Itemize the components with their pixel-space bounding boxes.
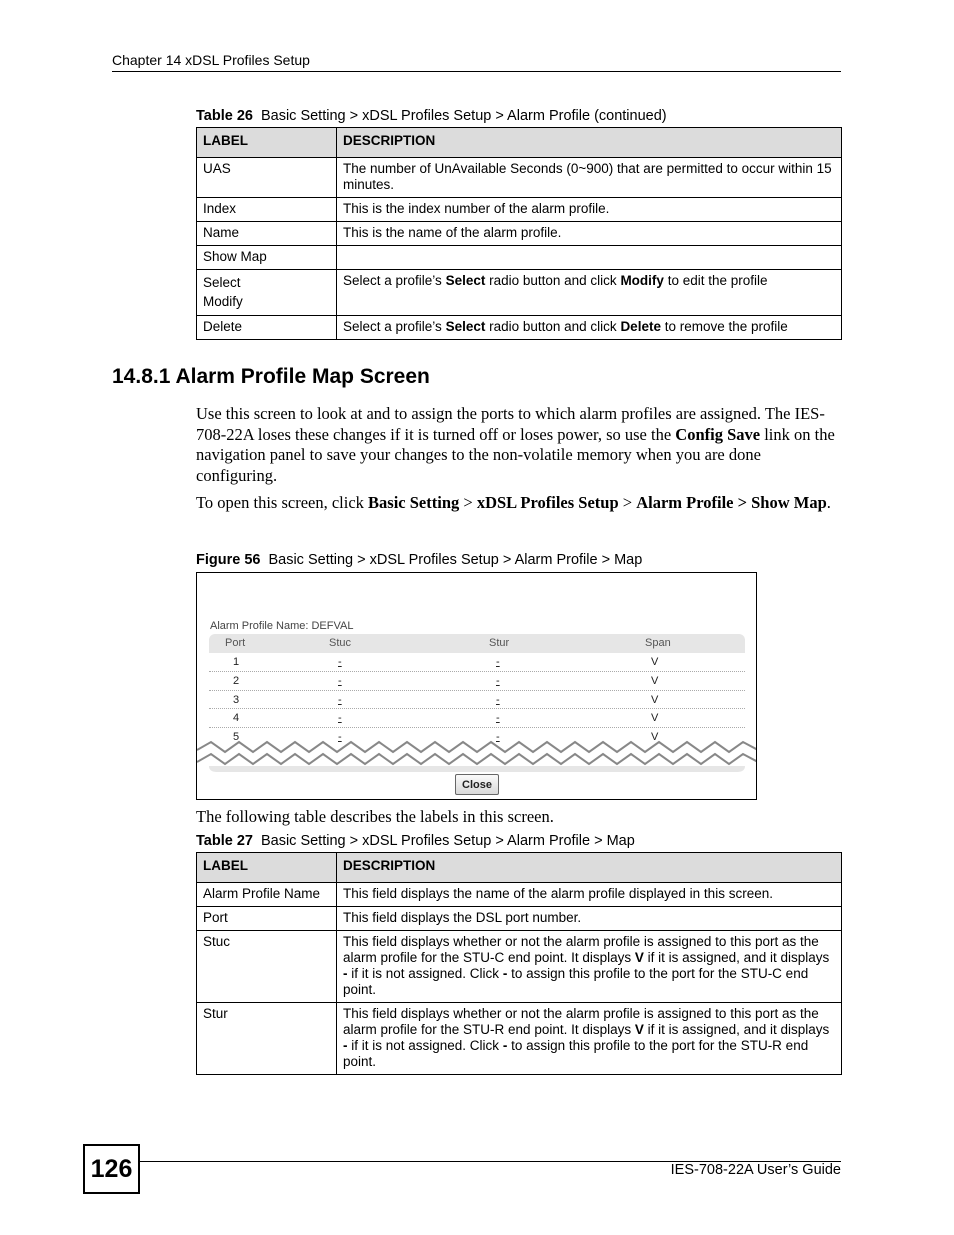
figure56-caption-number: Figure 56 bbox=[196, 552, 261, 568]
stur-assign-link[interactable]: - bbox=[496, 693, 500, 706]
stur-assign-link[interactable]: - bbox=[496, 731, 500, 744]
para-text: Use this screen to look at and to assign the ports to which alarm profiles are assigned. The IES-708-22A loses these changes if it is turned off or loses power, so use the bbox=[196, 404, 825, 444]
row-description: This is the index number of the alarm profile. bbox=[337, 198, 842, 222]
para-bold: Config Save bbox=[675, 424, 761, 444]
stur-assign-link[interactable]: - bbox=[496, 674, 500, 687]
para-text: . bbox=[826, 493, 831, 512]
desc-bold: - bbox=[343, 1038, 348, 1053]
figure56-caption-text: Basic Setting > xDSL Profiles Setup > Alarm Profile > Map bbox=[268, 552, 643, 568]
figure56-screenshot bbox=[196, 572, 757, 800]
port-number: 1 bbox=[233, 656, 240, 668]
section-title: 14.8.1 Alarm Profile Map Screen bbox=[112, 365, 430, 388]
port-row bbox=[209, 709, 745, 728]
figure56-caption bbox=[196, 552, 642, 568]
para-bold: xDSL Profiles Setup bbox=[476, 493, 619, 512]
table-row bbox=[197, 198, 842, 222]
running-header: Chapter 14 xDSL Profiles Setup bbox=[112, 52, 310, 68]
row-label: Name bbox=[197, 222, 337, 246]
table26-header-description: DESCRIPTION bbox=[337, 128, 842, 158]
row-description bbox=[337, 246, 842, 270]
row-description bbox=[337, 1003, 842, 1075]
stur-assign-link[interactable]: - bbox=[496, 712, 500, 725]
row-label: UAS bbox=[197, 158, 337, 198]
stuc-assign-link[interactable]: - bbox=[338, 731, 342, 744]
port-map-grid bbox=[209, 634, 745, 747]
alarm-profile-name-label: Alarm Profile Name: bbox=[210, 620, 309, 632]
para-text: > bbox=[459, 493, 477, 512]
table-row bbox=[197, 1003, 842, 1075]
column-stur: Stur bbox=[489, 637, 510, 649]
open-instructions-paragraph bbox=[196, 493, 842, 514]
row-label: Stuc bbox=[197, 931, 337, 1003]
desc-text: This field displays whether or not the alarm profile is assigned to this port as the alarm profile for the STU-C end point. It displays bbox=[343, 934, 819, 965]
span-value: V bbox=[651, 712, 659, 725]
table-row bbox=[197, 246, 842, 270]
desc-text: to assign this profile to the port for the STU-C end point. bbox=[343, 966, 809, 997]
desc-text: to assign this profile to the port for the STU-R end point. bbox=[343, 1038, 809, 1069]
alarm-profile-name-value: DEFVAL bbox=[311, 620, 354, 632]
desc-text: radio button and click bbox=[485, 273, 621, 288]
span-value: V bbox=[651, 674, 659, 687]
alarm-profile-name-field bbox=[210, 620, 353, 632]
header-rule bbox=[112, 71, 841, 72]
desc-bold: - bbox=[502, 966, 508, 981]
table-row bbox=[197, 316, 842, 340]
row-label: Port bbox=[197, 907, 337, 931]
port-map-header bbox=[209, 634, 745, 653]
port-number: 3 bbox=[233, 693, 240, 706]
row-label-line1: Select bbox=[203, 275, 241, 290]
para-bold: Alarm Profile > Show Map bbox=[636, 493, 827, 512]
column-stuc: Stuc bbox=[329, 637, 352, 649]
desc-bold: Select bbox=[445, 273, 486, 288]
span-value: V bbox=[651, 656, 659, 668]
port-row bbox=[209, 672, 745, 691]
row-label: Delete bbox=[197, 316, 337, 340]
desc-text: to remove the profile bbox=[660, 319, 788, 334]
row-label: Stur bbox=[197, 1003, 337, 1075]
torn-edge-break bbox=[197, 738, 757, 778]
port-number: 2 bbox=[233, 674, 240, 687]
desc-bold: - bbox=[502, 1038, 508, 1053]
row-description: The number of UnAvailable Seconds (0~900) that are permitted to occur within 15 minutes. bbox=[337, 158, 842, 198]
stuc-assign-link[interactable]: - bbox=[338, 674, 342, 687]
column-port: Port bbox=[225, 637, 246, 649]
table27-header-description: DESCRIPTION bbox=[337, 853, 842, 883]
port-row bbox=[209, 653, 745, 672]
para-bold: Basic Setting bbox=[368, 493, 460, 512]
table27-caption bbox=[196, 833, 635, 849]
row-description bbox=[337, 270, 842, 316]
table27-caption-text: Basic Setting > xDSL Profiles Setup > Alarm Profile > Map bbox=[260, 833, 635, 849]
para-text: link on the navigation panel to save your changes to the non-volatile memory when you are done configuring. bbox=[196, 424, 835, 485]
row-label: Alarm Profile Name bbox=[197, 883, 337, 907]
table27 bbox=[196, 852, 842, 1075]
following-table-note: The following table describes the labels in this screen. bbox=[196, 807, 554, 826]
row-description: This field displays the name of the alarm profile displayed in this screen. bbox=[337, 883, 842, 907]
port-number: 4 bbox=[233, 712, 240, 725]
table27-header-label: LABEL bbox=[197, 853, 337, 883]
desc-text: if it is not assigned. Click bbox=[347, 966, 503, 981]
row-label: Index bbox=[197, 198, 337, 222]
table-row bbox=[197, 158, 842, 198]
table26-header-row bbox=[197, 128, 842, 158]
desc-bold: Modify bbox=[620, 273, 664, 288]
row-description bbox=[337, 931, 842, 1003]
desc-text: radio button and click bbox=[485, 319, 621, 334]
table-row bbox=[197, 907, 842, 931]
table26-header-label: LABEL bbox=[197, 128, 337, 158]
para-text: To open this screen, click bbox=[196, 493, 369, 512]
table-row bbox=[197, 270, 842, 316]
desc-text: if it is assigned, and it displays bbox=[643, 950, 830, 965]
stur-assign-link[interactable]: - bbox=[496, 656, 500, 668]
desc-bold: Select bbox=[445, 319, 486, 334]
column-span: Span bbox=[645, 637, 671, 649]
desc-bold: V bbox=[634, 950, 644, 965]
table-row bbox=[197, 883, 842, 907]
desc-text: This field displays whether or not the alarm profile is assigned to this port as the alarm profile for the STU-R end point. It displays bbox=[343, 1006, 819, 1037]
desc-text: Select a profile’s bbox=[343, 319, 446, 334]
desc-text: if it is not assigned. Click bbox=[347, 1038, 503, 1053]
table26 bbox=[196, 127, 842, 340]
row-description: This is the name of the alarm profile. bbox=[337, 222, 842, 246]
row-label bbox=[197, 270, 337, 316]
stuc-assign-link[interactable]: - bbox=[338, 712, 342, 725]
table26-caption-number: Table 26 bbox=[196, 108, 253, 124]
stuc-assign-link[interactable]: - bbox=[338, 693, 342, 706]
desc-bold: - bbox=[343, 966, 348, 981]
desc-text: if it is assigned, and it displays bbox=[643, 1022, 830, 1037]
table27-caption-number: Table 27 bbox=[196, 833, 253, 849]
desc-bold: Delete bbox=[620, 319, 661, 334]
desc-bold: V bbox=[634, 1022, 644, 1037]
table27-header-row bbox=[197, 853, 842, 883]
row-label-line2: Modify bbox=[203, 294, 243, 309]
close-button[interactable]: Close bbox=[455, 774, 499, 795]
port-number: 5 bbox=[233, 731, 240, 744]
span-value: V bbox=[651, 731, 659, 744]
table-row bbox=[197, 931, 842, 1003]
stuc-assign-link[interactable]: - bbox=[338, 656, 342, 668]
table26-caption-text: Basic Setting > xDSL Profiles Setup > Alarm Profile (continued) bbox=[260, 108, 667, 124]
desc-text: Select a profile’s bbox=[343, 273, 446, 288]
table26-caption bbox=[196, 108, 667, 124]
row-description: This field displays the DSL port number. bbox=[337, 907, 842, 931]
para-text: > bbox=[618, 493, 637, 512]
row-label: Show Map bbox=[197, 246, 337, 270]
table-row bbox=[197, 222, 842, 246]
port-row bbox=[209, 691, 745, 710]
row-description bbox=[337, 316, 842, 340]
span-value: V bbox=[651, 693, 659, 706]
intro-paragraph bbox=[196, 404, 842, 486]
footer-guide-title: IES-708-22A User’s Guide bbox=[670, 1162, 841, 1178]
desc-text: to edit the profile bbox=[663, 273, 768, 288]
page-number: 126 bbox=[83, 1144, 140, 1194]
